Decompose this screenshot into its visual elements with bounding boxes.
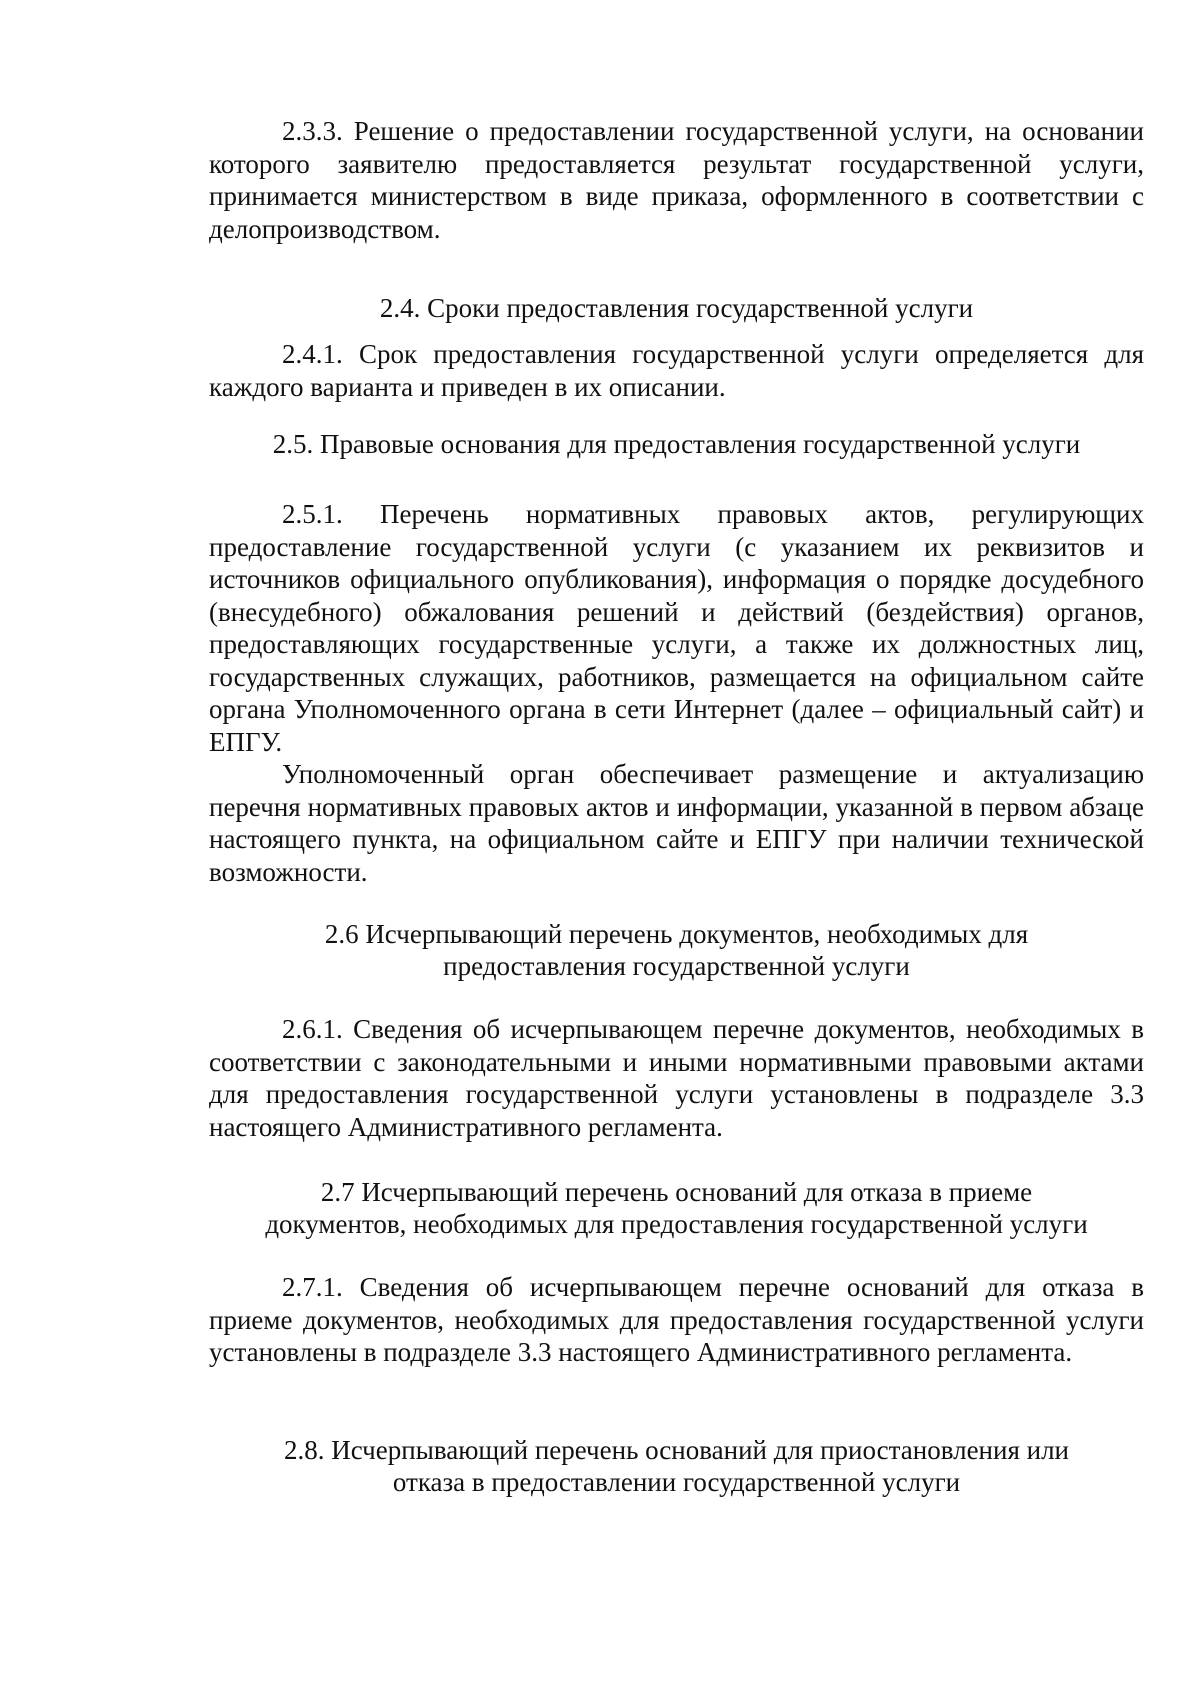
paragraph-2-4-1: 2.4.1. Срок предоставления государственной услуги определяется для каждого варианта и приведен в их описании. — [209, 339, 1144, 402]
paragraph-2-6-1: 2.6.1. Сведения об исчерпывающем перечне документов, необходимых в соответствии с законодательными и иными нормативными правовыми актами для предоставления государственной услуги установлены в подразделе 3.3 настоящего Административного регламента. — [209, 1014, 1144, 1142]
heading-2-5: 2.5. Правовые основания для предоставления государственной услуги — [272, 429, 1081, 459]
heading-2-7-line1: 2.7 Исчерпывающий перечень оснований для отказа в приеме — [320, 1177, 1033, 1207]
paragraph-2-7-1: 2.7.1. Сведения об исчерпывающем перечне оснований для отказа в приеме документов, необходимых для предоставления государственной услуги установлены в подразделе 3.3 настоящего Административного регламента. — [209, 1272, 1144, 1367]
heading-2-4: 2.4. Сроки предоставления государственной услуги — [379, 293, 974, 323]
heading-2-6-line2: предоставления государственной услуги — [443, 951, 910, 981]
heading-2-8-line2: отказа в предоставлении государственной услуги — [392, 1467, 961, 1497]
heading-2-6-line1: 2.6 Исчерпывающий перечень документов, необходимых для — [324, 919, 1029, 949]
heading-2-8-line1: 2.8. Исчерпывающий перечень оснований для приостановления или — [283, 1435, 1070, 1465]
paragraph-2-5-1: 2.5.1. Перечень нормативных правовых актов, регулирующих предоставление государственной услуги (с указанием их реквизитов и источников официального опубликования), информация о порядке досудебного (внесудебного) обжалования решений и действий (бездействия) органов, предоставляющих государственные услуги, а также их должностных лиц, государственных служащих, работников, размещается на официальном сайте органа Уполномоченного органа в сети Интернет (далее – официальный сайт) и ЕПГУ. — [209, 499, 1144, 757]
paragraph-2-3-3: 2.3.3. Решение о предоставлении государственной услуги, на основании которого заявителю предоставляется результат государственной услуги, принимается министерством в виде приказа, оформленного в соответствии с делопроизводством. — [209, 116, 1144, 244]
paragraph-2-5-1-second: Уполномоченный орган обеспечивает размещение и актуализацию перечня нормативных правовых актов и информации, указанной в первом абзаце настоящего пункта, на официальном сайте и ЕПГУ при наличии технической возможности. — [209, 759, 1144, 887]
heading-2-7-line2: документов, необходимых для предоставления государственной услуги — [265, 1209, 1088, 1239]
